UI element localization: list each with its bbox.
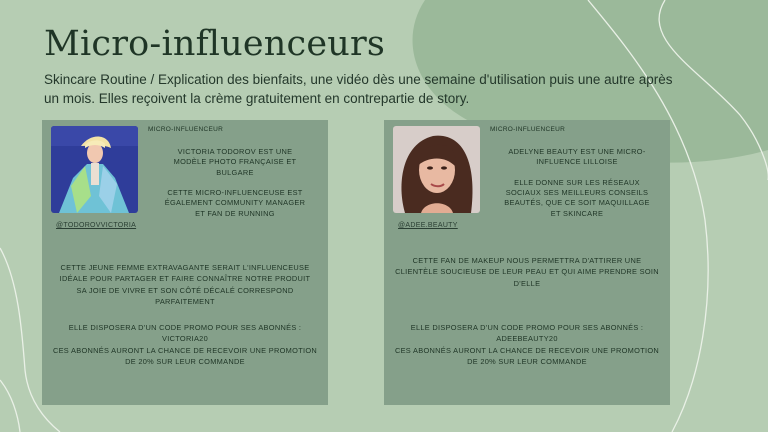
influencer-card-victoria [42, 120, 328, 405]
influencer-photo [51, 126, 138, 213]
card-tag: MICRO-INFLUENCEUR [490, 126, 566, 133]
influencer-pitch: CETTE JEUNE FEMME EXTRAVAGANTE SERAIT L'INFLUENCEUSE IDÉALE POUR PARTAGER ET FAIRE CONNAÎTRE NOTRE PRODUIT SA JOIE DE VIVRE ET SON CÔTÉ DÉCALÉ CORRESPOND PARFAITEMENT [59, 263, 311, 306]
promo-code-info: ELLE DISPOSERA D'UN CODE PROMO POUR SES ABONNÉS : VICTORIA20 CES ABONNÉS AURONT LA CHANCE DE RECEVOIR UNE PROMOTION DE 20% SUR LEUR COMMANDE [52, 323, 318, 366]
influencer-description: VICTORIA TODOROV EST UNE MODÈLE PHOTO FRANÇAISE ET BULGARE CETTE MICRO-INFLUENCEUSE EST ÉGALEMENT COMMUNITY MANAGER ET FAN DE RUNNING [164, 147, 306, 218]
influencer-card-adelyne [384, 120, 670, 405]
influencer-description: ADELYNE BEAUTY EST UNE MICRO- INFLUENCE LILLOISE ELLE DONNE SUR LES RÉSEAUX SOCIAUX SES MEILLEURS CONSEILS BEAUTÉS, QUE CE SOIT MAQUILLAGE ET SKINCARE [504, 147, 650, 218]
page-subtitle: Skincare Routine / Explication des bienfaits, une vidéo dès une semaine d'utilisation puis une autre après un mois. Elles reçoivent la crème gratuitement en contrepartie de story. [44, 72, 673, 106]
instagram-handle-link[interactable]: @TODOROVVICTORIA [56, 222, 137, 229]
page-title: Micro-influenceurs [44, 24, 386, 64]
influencer-photo [393, 126, 480, 213]
card-tag: MICRO-INFLUENCEUR [148, 126, 224, 133]
influencer-pitch: CETTE FAN DE MAKEUP NOUS PERMETTRA D'ATTIRER UNE CLIENTÈLE SOUCIEUSE DE LEUR PEAU ET QUI AIME PRENDRE SOIN D'ELLE [395, 256, 659, 288]
instagram-handle-link[interactable]: @ADEE.BEAUTY [398, 222, 458, 229]
promo-code-info: ELLE DISPOSERA D'UN CODE PROMO POUR SES ABONNÉS : ADEEBEAUTY20 CES ABONNÉS AURONT LA CHANCE DE RECEVOIR UNE PROMOTION DE 20% SUR LEUR COMMANDE [394, 323, 660, 366]
